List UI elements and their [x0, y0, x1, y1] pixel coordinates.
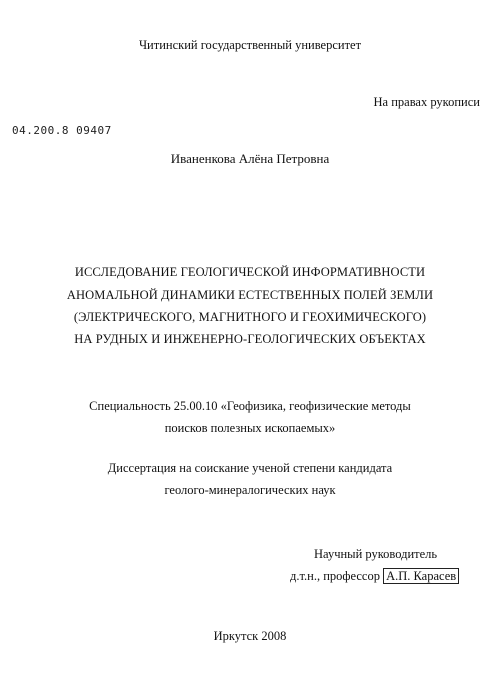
supervisor-line	[290, 568, 459, 584]
supervisor-title: Научный руководитель	[314, 547, 438, 561]
supervisor-name: А.П. Карасев	[383, 568, 459, 584]
author-name: Иваненкова Алёна Петровна	[170, 151, 330, 166]
library-stamp: 04.200.8 09407	[12, 124, 112, 137]
specialty-line-1: Специальность 25.00.10 «Геофизика, геофизические методы	[89, 399, 411, 413]
title-line: НА РУДНЫХ И ИНЖЕНЕРНО-ГЕОЛОГИЧЕСКИХ ОБЪЕКТАХ	[74, 332, 426, 346]
title-line: ИССЛЕДОВАНИЕ ГЕОЛОГИЧЕСКОЙ ИНФОРМАТИВНОСТИ	[74, 265, 426, 279]
degree-line-1: Диссертация на соискание ученой степени кандидата	[107, 461, 393, 475]
manuscript-rights-note: На правах рукописи	[373, 95, 480, 109]
supervisor-degree: д.т.н., профессор	[290, 569, 380, 583]
title-line: АНОМАЛЬНОЙ ДИНАМИКИ ЕСТЕСТВЕННЫХ ПОЛЕЙ ЗЕМЛИ	[66, 288, 434, 302]
degree-line-2: геолого-минералогических наук	[164, 483, 336, 497]
university-name: Читинский государственный университет	[138, 38, 362, 52]
title-line: (ЭЛЕКТРИЧЕСКОГО, МАГНИТНОГО И ГЕОХИМИЧЕСКОГО)	[73, 310, 427, 324]
specialty-line-2: поисков полезных ископаемых»	[164, 421, 336, 435]
city-year: Иркутск 2008	[213, 629, 287, 643]
